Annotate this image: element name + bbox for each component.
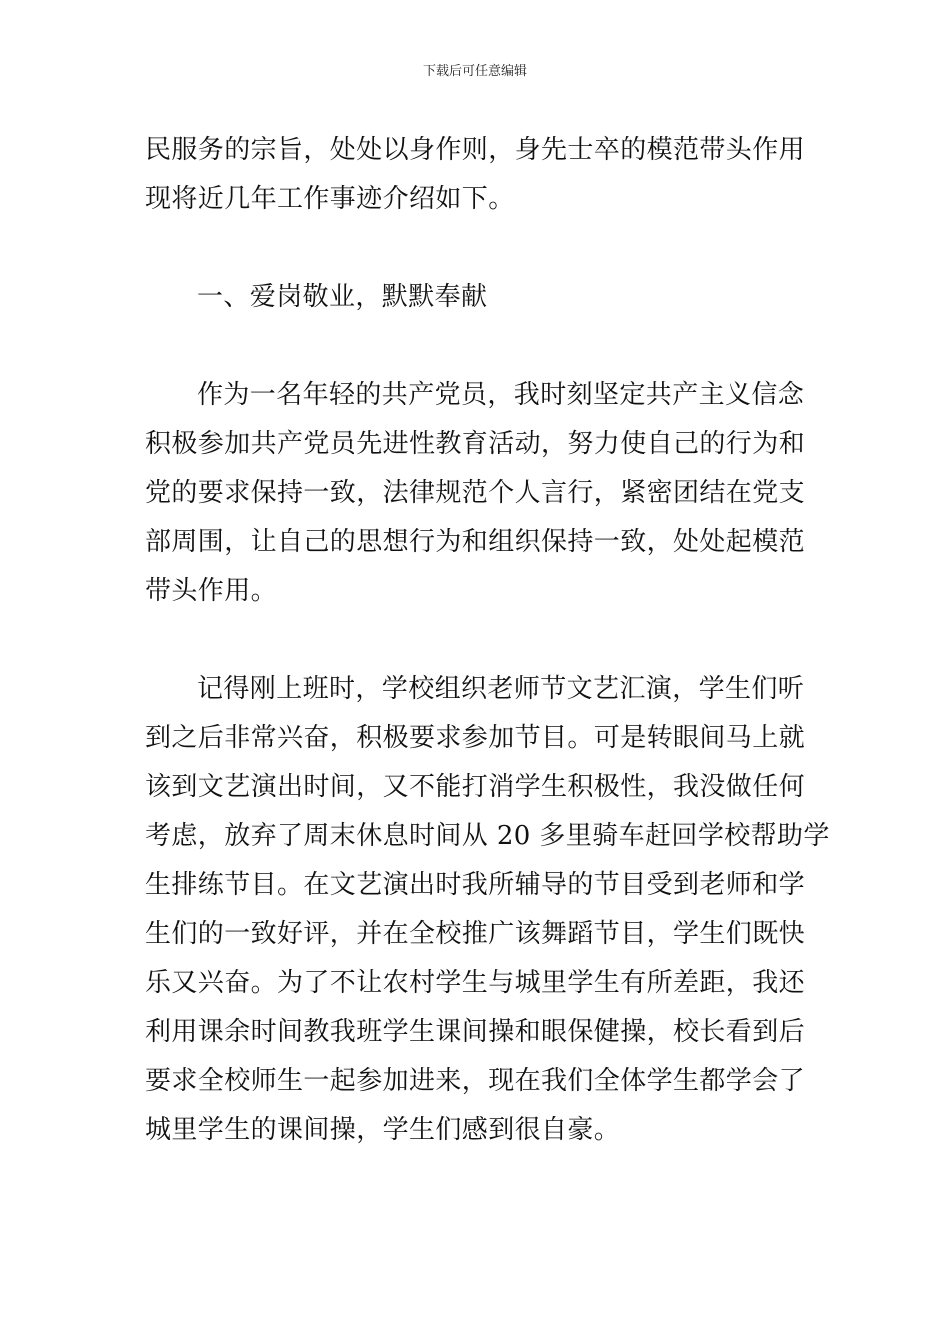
text-line: 带头作用。	[145, 576, 278, 606]
section-heading-text: 一、爱岗敬业，默默奉献	[197, 282, 488, 312]
paragraph-art-performance	[145, 665, 830, 1155]
text-line: 乐又兴奋。为了不让农村学生与城里学生有所差距，我还	[145, 968, 806, 998]
text-line: 要求全校师生一起参加进来，现在我们全体学生都学会了	[145, 1066, 806, 1096]
text-line: 生排练节目。在文艺演出时我所辅导的节目受到老师和学	[145, 870, 806, 900]
text-line: 城里学生的课间操，学生们感到很自豪。	[145, 1115, 621, 1145]
text-line: 考虑，放弃了周末休息时间从 20 多里骑车赶回学校帮助学	[145, 821, 830, 851]
paragraph-party-member	[145, 371, 815, 616]
text-line: 记得刚上班时，学校组织老师节文艺汇演，学生们听	[197, 674, 805, 704]
page-header: 下载后可任意编辑	[422, 64, 527, 79]
text-line: 党的要求保持一致，法律规范个人言行，紧密团结在党支	[145, 478, 806, 508]
text-line: 现将近几年工作事迹介绍如下。	[145, 184, 515, 214]
text-line: 积极参加共产党员先进性教育活动，努力使自己的行为和	[145, 429, 806, 459]
text-line: 到之后非常兴奋，积极要求参加节目。可是转眼间马上就	[145, 723, 806, 753]
section-heading	[145, 273, 815, 322]
text-line: 利用课余时间教我班学生课间操和眼保健操，校长看到后	[145, 1017, 806, 1047]
text-line: 部周围，让自己的思想行为和组织保持一致，处处起模范	[145, 527, 806, 557]
text-line: 民服务的宗旨，处处以身作则，身先士卒的模范带头作用	[145, 135, 806, 165]
document-body	[145, 126, 830, 1155]
text-line: 该到文艺演出时间，又不能打消学生积极性，我没做任何	[145, 772, 806, 802]
intro-paragraph	[145, 126, 815, 224]
text-line: 作为一名年轻的共产党员，我时刻坚定共产主义信念	[197, 380, 805, 410]
text-line: 生们的一致好评，并在全校推广该舞蹈节目，学生们既快	[145, 919, 806, 949]
